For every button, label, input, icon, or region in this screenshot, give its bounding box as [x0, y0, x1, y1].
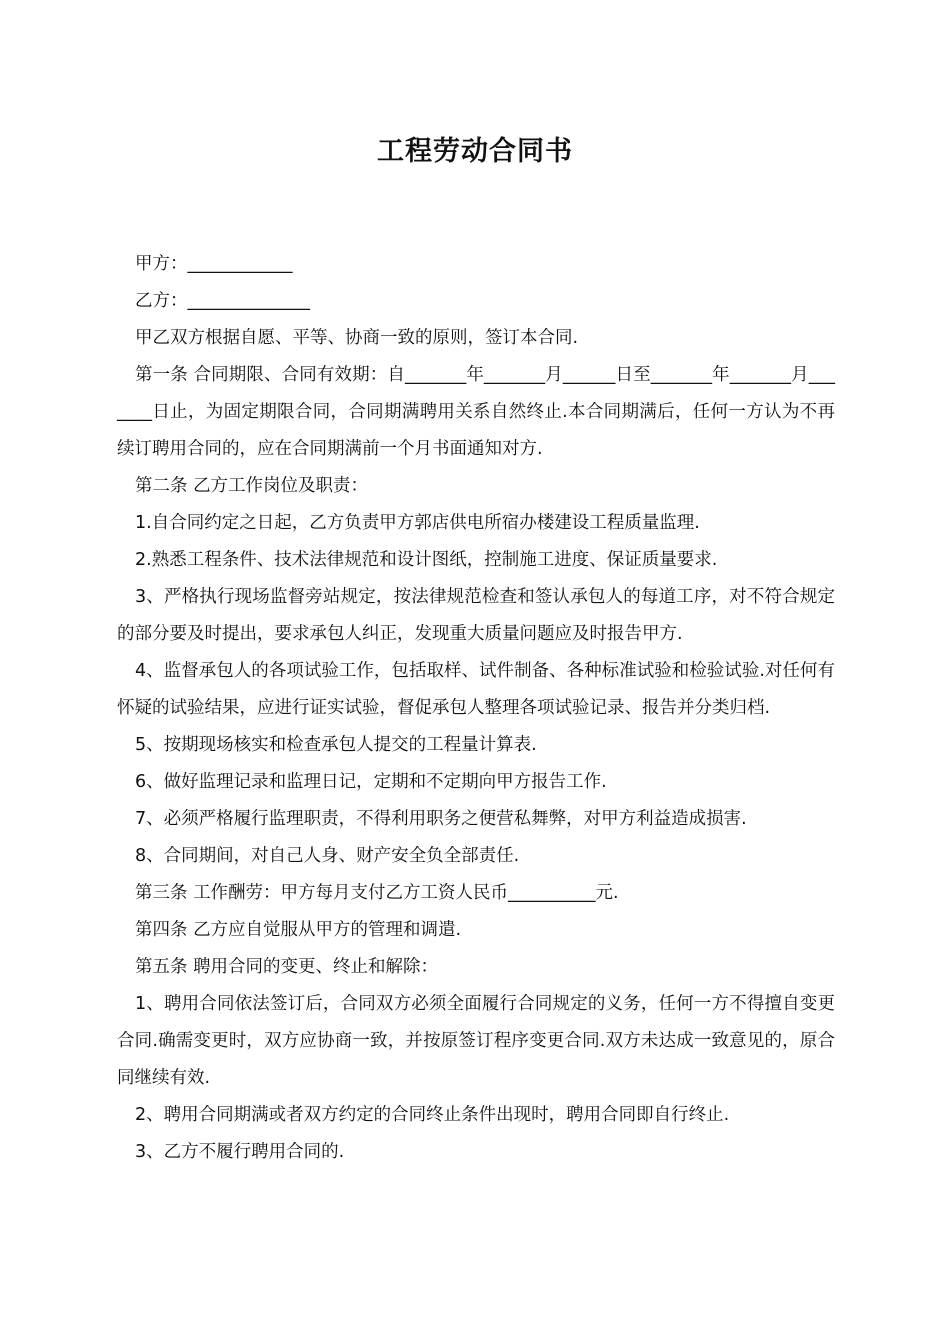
article-2-item-4: 4、监督承包人的各项试验工作，包括取样、试件制备、各种标准试验和检验试验.对任何有怀疑的试验结果，应进行证实试验，督促承包人整理各项试验记录、报告并分类归档. [117, 661, 835, 718]
article-2-heading: 第二条 乙方工作岗位及职责： [135, 476, 369, 496]
article-5-heading: 第五条 聘用合同的变更、终止和解除： [135, 957, 439, 977]
article-2-item-3: 3、严格执行现场监督旁站规定，按法律规范检查和签认承包人的每道工序，对不符合规定的部分要及时提出，要求承包人纠正，发现重大质量问题应及时报告甲方. [117, 587, 835, 644]
article-2-item-7: 7、必须严格履行监理职责，不得利用职务之便营私舞弊，对甲方利益造成损害. [135, 809, 747, 829]
article-5-item-2: 2、聘用合同期满或者双方约定的合同终止条件出现时，聘用合同即自行终止. [135, 1105, 730, 1125]
article-2-item-1: 1.自合同约定之日起，乙方负责甲方郭店供电所宿办楼建设工程质量监理. [135, 513, 700, 533]
article-5-item-3: 3、乙方不履行聘用合同的. [135, 1142, 345, 1162]
article-2-item-5: 5、按期现场核实和检查承包人提交的工程量计算表. [135, 735, 537, 755]
article-1-paragraph: 第一条 合同期限、合同有效期：自_______年_______月______日至_______年_______月_______日止，为固定期限合同，合同期满聘用关系自然终止.本合同期满后，任何一方认为不再续订聘用合同的，应在合同期满前一个月书面通知对方. [117, 365, 835, 459]
article-5-item-1: 1、聘用合同依法签订后，合同双方必须全面履行合同规定的义务，任何一方不得擅自变更合同.确需变更时，双方应协商一致，并按原签订程序变更合同.双方未达成一致意见的，原合同继续有效. [117, 994, 835, 1088]
article-3-paragraph: 第三条 工作酬劳：甲方每月支付乙方工资人民币__________元. [135, 883, 619, 903]
article-2-item-2: 2.熟悉工程条件、技术法律规范和设计图纸，控制施工进度、保证质量要求. [135, 550, 718, 570]
preamble-paragraph: 甲乙双方根据自愿、平等、协商一致的原则，签订本合同. [135, 328, 579, 348]
article-4-paragraph: 第四条 乙方应自觉服从甲方的管理和调遣. [135, 920, 462, 940]
document-title: 工程劳动合同书 [377, 136, 573, 167]
article-2-item-6: 6、做好监理记录和监理日记，定期和不定期向甲方报告工作. [135, 772, 607, 792]
article-2-item-8: 8、合同期间，对自己人身、财产安全负全部责任. [135, 846, 520, 866]
party-a-line: 甲方：____________ [135, 254, 293, 274]
document-body [117, 246, 835, 1171]
party-b-line: 乙方：______________ [135, 291, 310, 311]
